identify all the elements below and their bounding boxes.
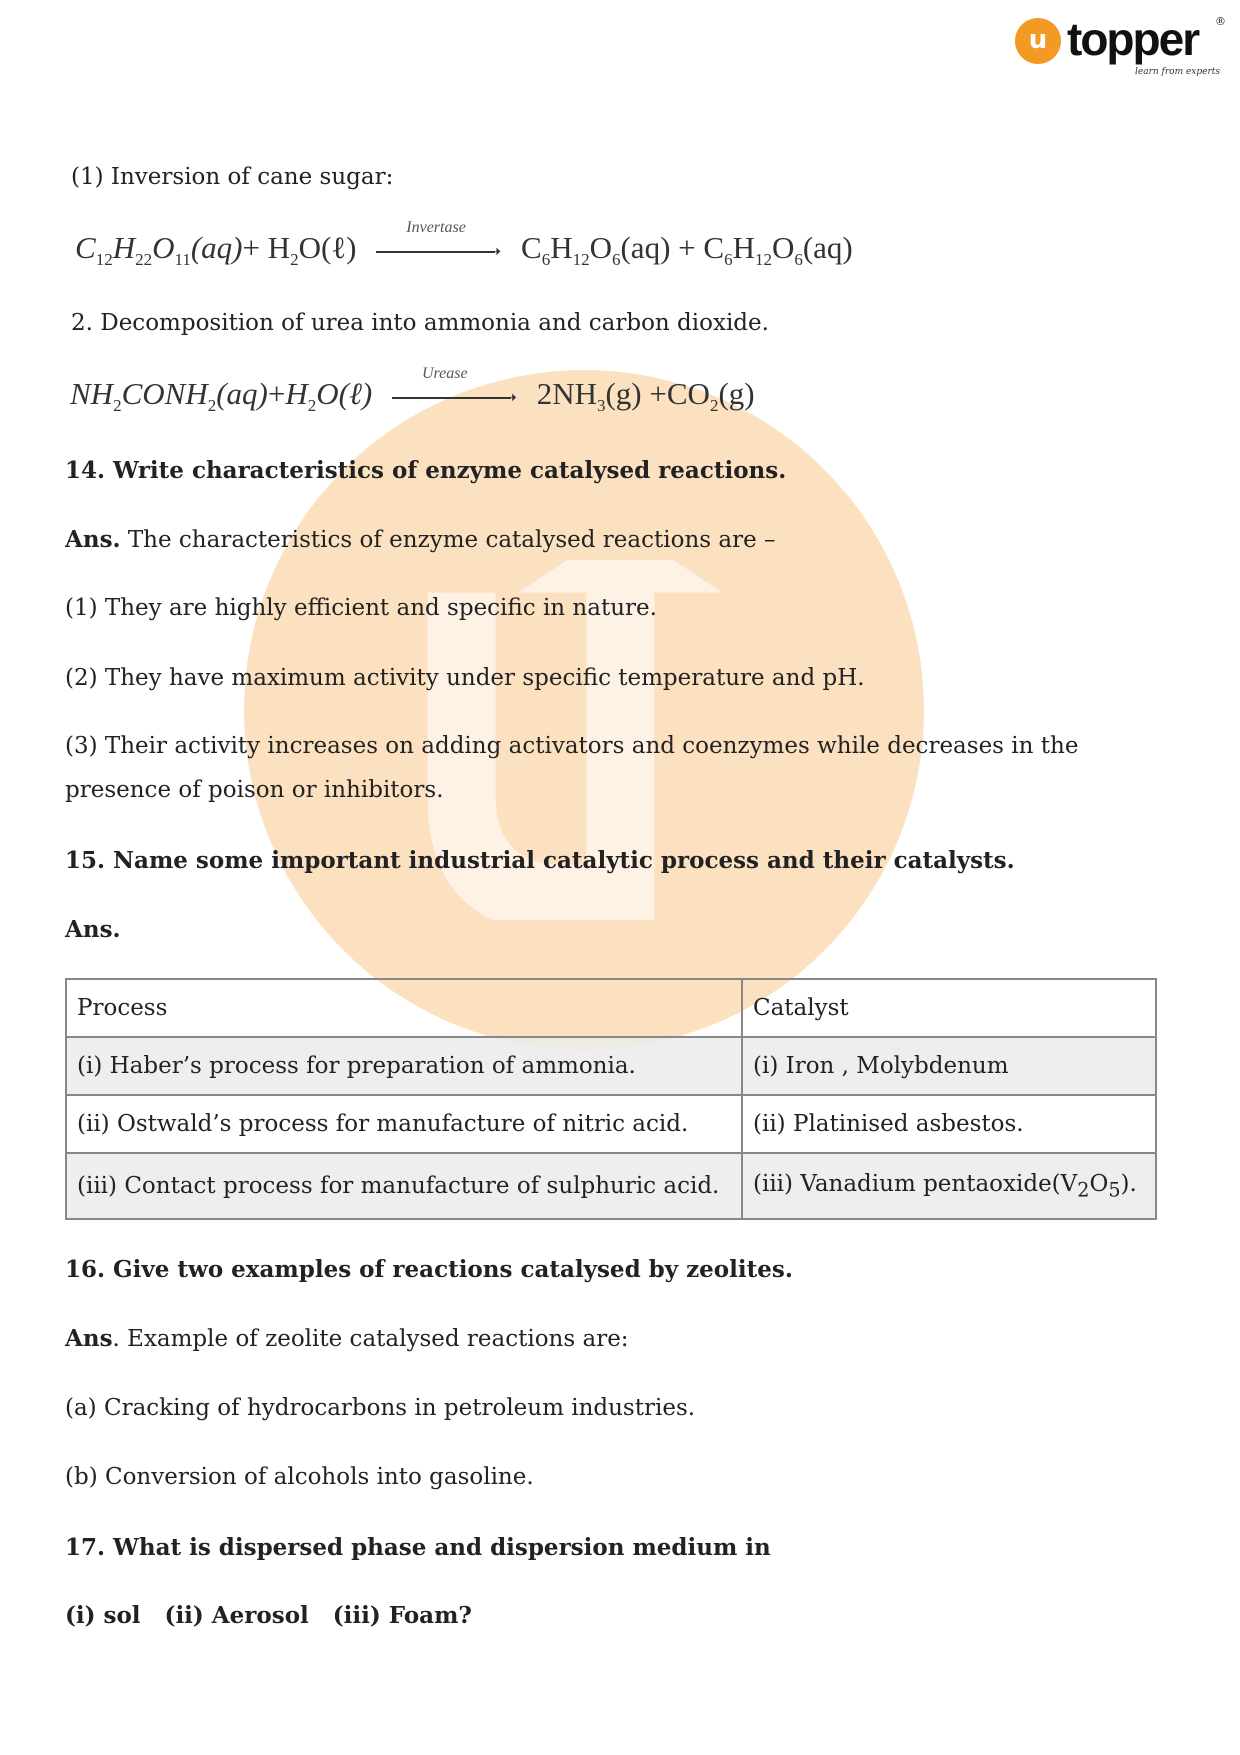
- answer-14-point: (1) They are highly efficient and specific in nature.: [65, 595, 657, 621]
- question-15: 15. Name some important industrial catalytic process and their catalysts.: [65, 847, 1015, 874]
- reaction-arrow-icon: Urease ➝: [392, 387, 517, 407]
- question-17-parts: (i) sol (ii) Aerosol (iii) Foam?: [65, 1602, 472, 1629]
- table-cell: (ii) Platinised asbestos.: [742, 1095, 1156, 1153]
- table-cell: (i) Haber’s process for preparation of ammonia.: [66, 1037, 742, 1095]
- table-row: [66, 1153, 1156, 1219]
- registered-mark: ®: [1215, 15, 1226, 28]
- inversion-heading: (1) Inversion of cane sugar:: [71, 164, 394, 190]
- logo-word: topper: [1067, 13, 1199, 65]
- question-16: 16. Give two examples of reactions catalysed by zeolites.: [65, 1256, 793, 1283]
- table-row: [66, 1095, 1156, 1153]
- logo-mark: u: [1015, 18, 1061, 64]
- equation-inversion: $C_{12}H_{22}O_{11}(aq)+$ $H_2O(\ell)$ Invertase ➝ $C_6H_{12}O_6(aq) + C_6H_{12}O_6(aq)$: [75, 218, 853, 270]
- answer-14-intro: Ans. The characteristics of enzyme catalysed reactions are –: [65, 526, 776, 553]
- question-14: 14. Write characteristics of enzyme catalysed reactions.: [65, 457, 787, 484]
- catalyst-table: [65, 978, 1157, 1220]
- table-cell: (iii) Contact process for manufacture of sulphuric acid.: [66, 1153, 742, 1219]
- urea-heading: 2. Decomposition of urea into ammonia and carbon dioxide.: [71, 310, 769, 336]
- table-header: Catalyst: [742, 979, 1156, 1037]
- reaction-arrow-icon: Invertase ➝: [376, 241, 501, 261]
- table-header-row: [66, 979, 1156, 1037]
- table-header: Process: [66, 979, 742, 1037]
- answer-14-point: (3) Their activity increases on adding activators and coenzymes while decreases in the: [65, 733, 1079, 759]
- answer-16-intro: Ans. Example of zeolite catalysed reactions are:: [65, 1325, 629, 1352]
- answer-15-label: Ans.: [65, 916, 121, 943]
- logo-tagline: learn from experts: [1135, 67, 1221, 77]
- table-cell: (i) Iron , Molybdenum: [742, 1037, 1156, 1095]
- topper-logo: [1015, 13, 1230, 82]
- table-row: [66, 1037, 1156, 1095]
- answer-14-point: (2) They have maximum activity under specific temperature and pH.: [65, 665, 865, 691]
- table-cell: (iii) Vanadium $pentaoxide(V_2O_5)$.: [742, 1153, 1156, 1219]
- table-cell: (ii) Ostwald’s process for manufacture of nitric acid.: [66, 1095, 742, 1153]
- answer-16-point: (b) Conversion of alcohols into gasoline.: [65, 1464, 534, 1490]
- question-17: 17. What is dispersed phase and dispersion medium in: [65, 1534, 771, 1561]
- answer-14-point-cont: presence of poison or inhibitors.: [65, 777, 444, 803]
- answer-16-point: (a) Cracking of hydrocarbons in petroleum industries.: [65, 1395, 696, 1421]
- equation-urea: $NH_2CONH_2(aq)+H_2O(\ell)$ Urease ➝ $2NH_3(g) +CO_2(g)$: [70, 364, 755, 416]
